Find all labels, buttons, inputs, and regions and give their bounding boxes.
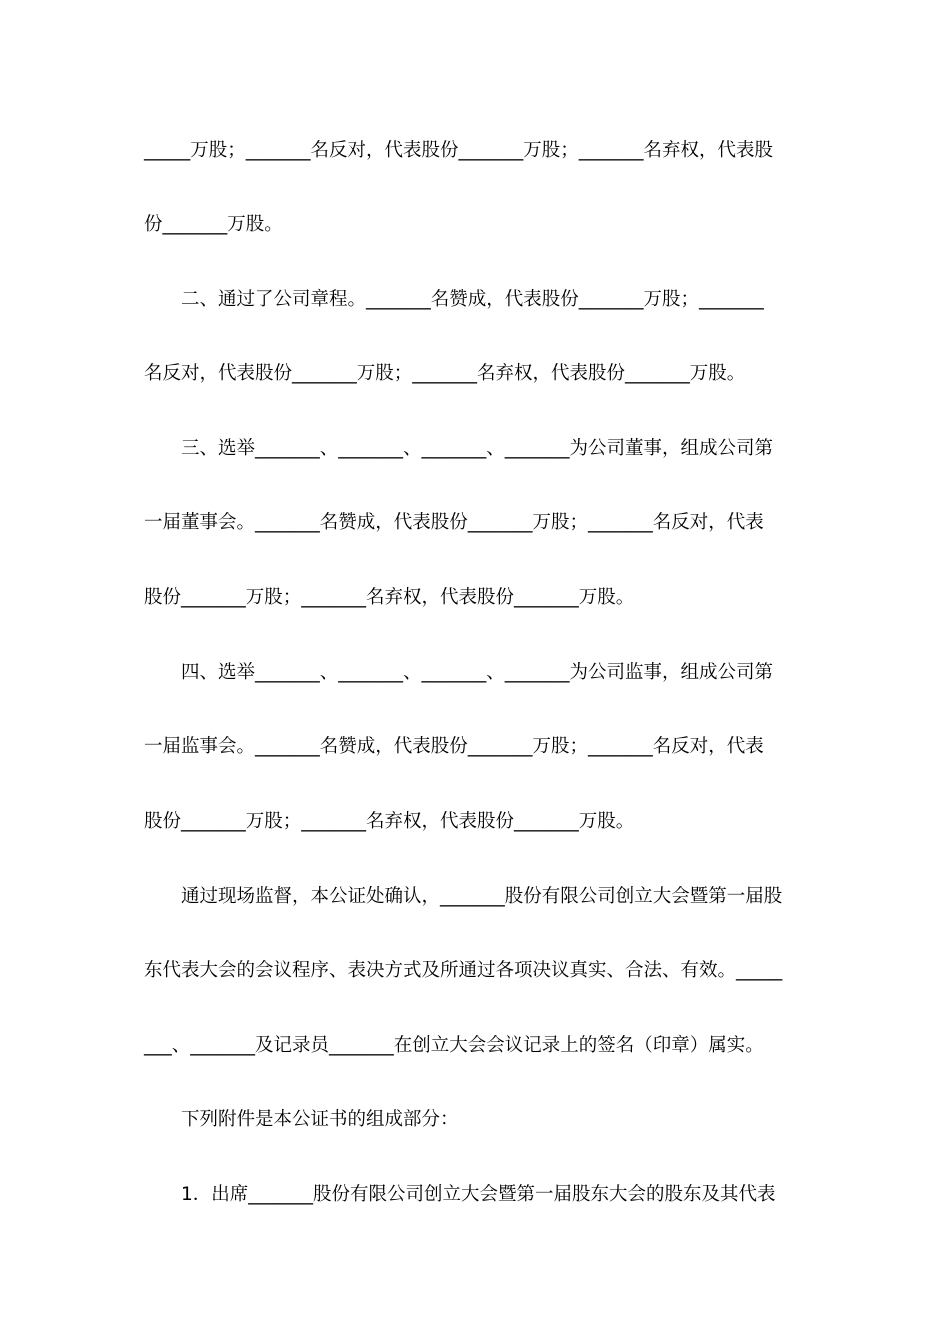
confirmation-line-2: 东代表大会的会议程序、表决方式及所通过各项决议真实、合法、有效。_____ — [144, 960, 783, 981]
confirmation-line-3: ___、_______及记录员_______在创立大会会议记录上的签名（印章）属实。 — [144, 1035, 764, 1056]
resolution-4-line-3: 股份_______万股；_______名弃权，代表股份_______万股。 — [144, 811, 635, 832]
attachments-heading: 下列附件是本公证书的组成部分： — [181, 1109, 459, 1130]
text-line-1: _____万股；_______名反对，代表股份_______万股；_______名弃权，代表股 — [144, 140, 774, 161]
text-line-2: 份_______万股。 — [144, 214, 283, 235]
attachment-item-1: 1．出席_______股份有限公司创立大会暨第一届股东大会的股东及其代表 — [181, 1184, 776, 1205]
confirmation-line-1: 通过现场监督，本公证处确认，_______股份有限公司创立大会暨第一届股 — [181, 886, 783, 907]
resolution-3-line-1: 三、选举_______、_______、_______、_______为公司董事，组成公司第 — [181, 438, 774, 459]
resolution-2-line-2: 名反对，代表股份_______万股；_______名弃权，代表股份_______万股。 — [144, 363, 746, 384]
resolution-3-line-2: 一届董事会。_______名赞成，代表股份_______万股；_______名反对，代表 — [144, 512, 764, 533]
resolution-4-line-2: 一届监事会。_______名赞成，代表股份_______万股；_______名反对，代表 — [144, 736, 764, 757]
resolution-2-line-1: 二、通过了公司章程。_______名赞成，代表股份_______万股；_______ — [181, 289, 764, 310]
resolution-3-line-3: 股份_______万股；_______名弃权，代表股份_______万股。 — [144, 587, 635, 608]
resolution-4-line-1: 四、选举_______、_______、_______、_______为公司监事，组成公司第 — [181, 662, 774, 683]
